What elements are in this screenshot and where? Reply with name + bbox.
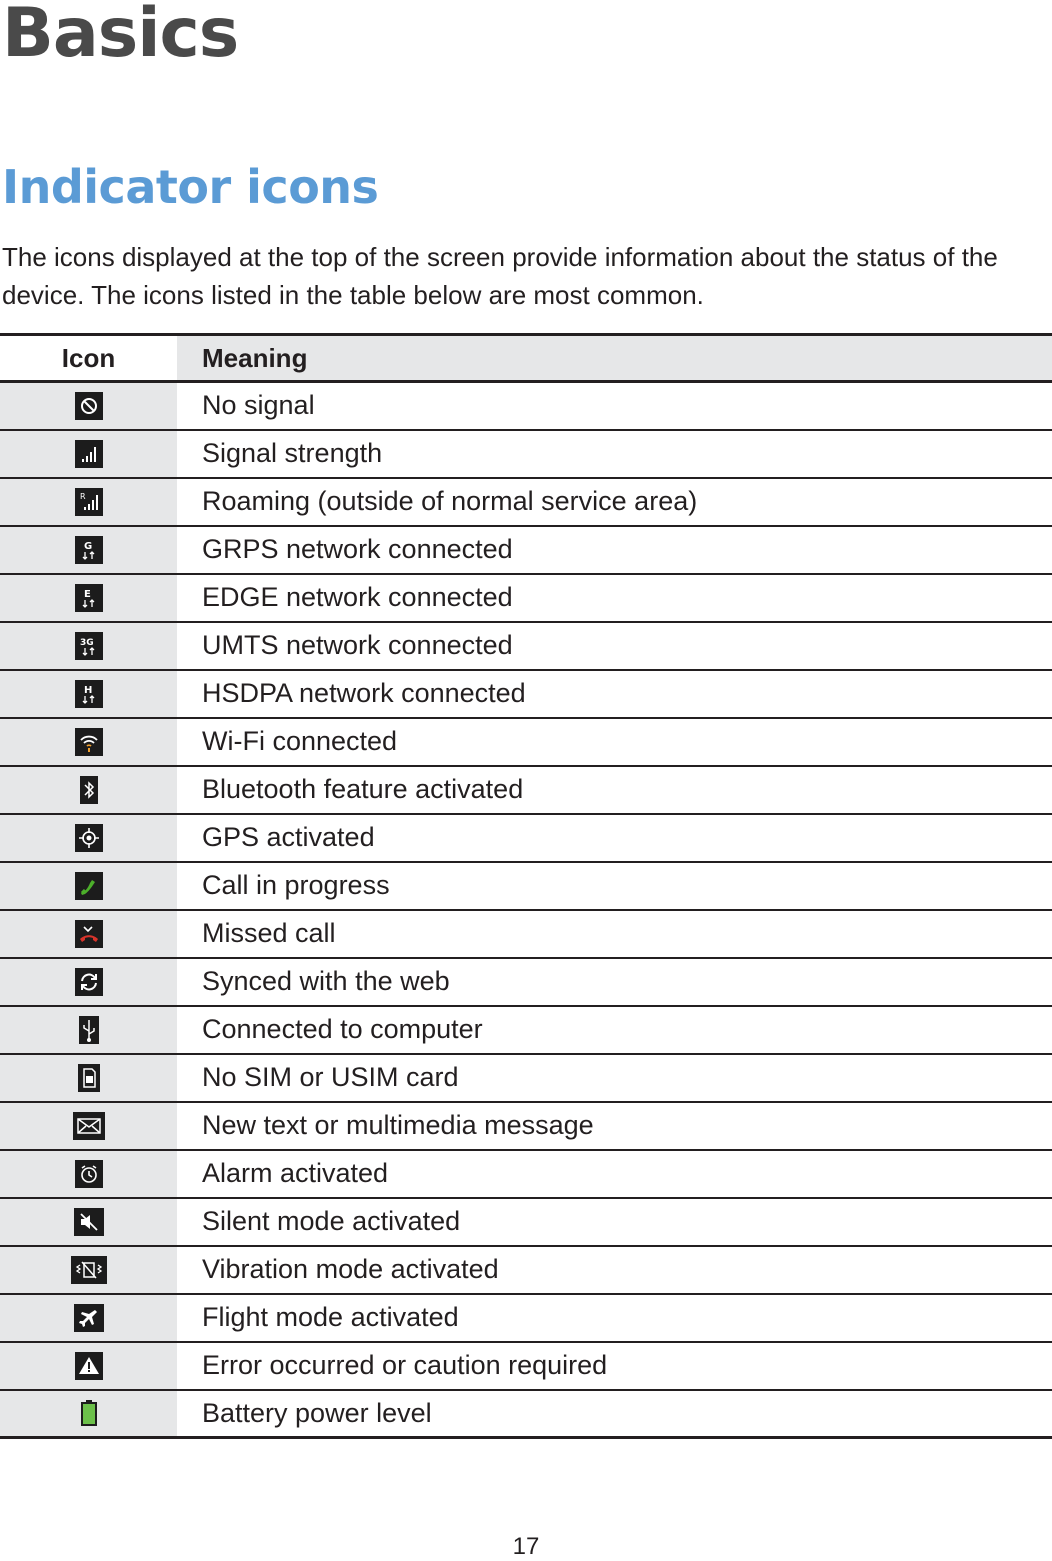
table-row [0,958,1052,1006]
svg-text:G: G [83,540,92,552]
table-row [0,766,1052,814]
flight-icon [74,1304,104,1332]
edge-icon [75,584,103,612]
table-row [0,1342,1052,1390]
header-icon: Icon [0,335,177,382]
roaming-icon [75,488,103,516]
svg-text:E: E [83,588,91,600]
call-icon [75,872,103,900]
row-meaning: Roaming (outside of normal service area) [177,478,1052,526]
row-meaning: No signal [177,382,1052,430]
table-row [0,1198,1052,1246]
no-sim-icon [78,1064,100,1092]
silent-icon [74,1208,104,1236]
hsdpa-icon [75,680,103,708]
row-meaning: Vibration mode activated [177,1246,1052,1294]
table-row [0,862,1052,910]
row-meaning: Silent mode activated [177,1198,1052,1246]
table-row [0,670,1052,718]
usb-icon [79,1016,99,1044]
row-meaning: Wi-Fi connected [177,718,1052,766]
page-number: 17 [512,1533,540,1560]
svg-text:H: H [83,684,92,696]
row-meaning: Signal strength [177,430,1052,478]
row-meaning: Synced with the web [177,958,1052,1006]
row-meaning: UMTS network connected [177,622,1052,670]
row-meaning: Missed call [177,910,1052,958]
table-row [0,1102,1052,1150]
table-row [0,1150,1052,1198]
message-icon [73,1112,105,1140]
svg-text:3G: 3G [79,637,94,648]
row-meaning: No SIM or USIM card [177,1054,1052,1102]
table-row [0,622,1052,670]
row-meaning: GRPS network connected [177,526,1052,574]
battery-icon [81,1400,97,1426]
chapter-title: Basics [2,0,239,73]
svg-text:R: R [79,491,86,501]
table-row [0,1006,1052,1054]
table-row [0,1054,1052,1102]
signal-strength-icon [75,440,103,468]
gprs-icon [75,536,103,564]
row-meaning: GPS activated [177,814,1052,862]
vibration-icon [71,1256,107,1284]
section-title: Indicator icons [2,160,379,214]
table-row [0,574,1052,622]
table-row [0,526,1052,574]
row-meaning: Error occurred or caution required [177,1342,1052,1390]
table-row [0,718,1052,766]
umts-icon [75,632,103,660]
table-row [0,910,1052,958]
table-row [0,1390,1052,1438]
row-meaning: Flight mode activated [177,1294,1052,1342]
table-row [0,1294,1052,1342]
row-meaning: Connected to computer [177,1006,1052,1054]
row-meaning: Call in progress [177,862,1052,910]
gps-icon [75,824,103,852]
row-meaning: New text or multimedia message [177,1102,1052,1150]
table-row [0,1246,1052,1294]
table-row [0,430,1052,478]
sync-icon [75,968,103,996]
table-row [0,814,1052,862]
table-row [0,478,1052,526]
row-meaning: Alarm activated [177,1150,1052,1198]
bluetooth-icon [80,776,98,804]
row-meaning: Bluetooth feature activated [177,766,1052,814]
row-meaning: EDGE network connected [177,574,1052,622]
header-meaning: Meaning [177,335,1052,382]
table-row [0,382,1052,430]
wifi-icon [75,728,103,756]
row-meaning: Battery power level [177,1390,1052,1438]
alarm-icon [75,1160,103,1188]
warning-icon [75,1352,103,1380]
missed-call-icon [75,920,103,948]
no-signal-icon [75,392,103,420]
indicator-icons-table [0,333,1052,1439]
row-meaning: HSDPA network connected [177,670,1052,718]
intro-paragraph: The icons displayed at the top of the screen provide information about the status of the device. The icons listed in the table below are most common. [2,242,998,310]
table-header-row [0,335,1052,382]
